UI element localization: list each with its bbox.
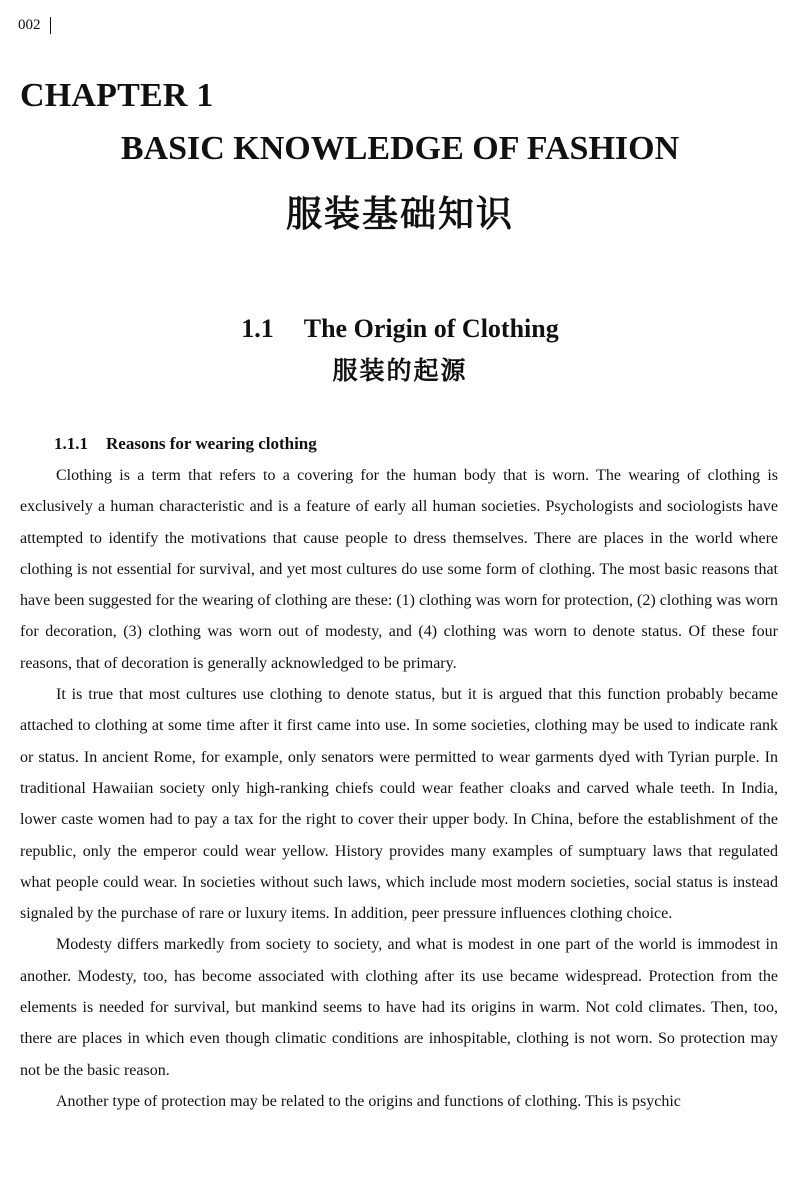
header-divider [50, 17, 51, 34]
paragraph: Modesty differs markedly from society to society, and what is modest in one part of the world is immodest in another. Modesty, too, has become associated with clothing after its use became widespread. Protection from the elements is needed for survival, but mankind seems to have had its origins in warm. Not cold climates. Then, too, there are places in which even though climatic conditions are inhospitable, clothing is not worn. So protection may not be the basic reason. [20, 936, 778, 1079]
chapter-title: BASIC KNOWLEDGE OF FASHION [120, 130, 680, 167]
section-title-cn: 服装的起源 [332, 356, 468, 385]
paragraph: Clothing is a term that refers to a covering for the human body that is worn. The wearing of clothing is exclusively a human characteristic and is a feature of early all human societies. Psychologists and sociologists have attempted to identify the motivations that cause people to dress themselves. There are places in the world where clothing is not essential for survival, and yet most cultures do use some form of clothing. The most basic reasons that have been suggested for the wearing of clothing are these: (1) clothing was worn for protection, (2) clothing was worn for decoration, (3) clothing was worn out of modesty, and (4) clothing was worn to denote status. Of these four reasons, that of decoration is generally acknowledged to be primary. [20, 467, 778, 672]
paragraph: It is true that most cultures use clothing to denote status, but it is argued that this function probably became attached to clothing at some time after it first came into use. In some societies, clothing may be used to indicate rank or status. In ancient Rome, for example, only senators were permitted to wear garments dyed with Tyrian purple. In traditional Hawaiian society only high-ranking chiefs could wear feather cloaks and carved whale teeth. In India, lower caste women had to pay a tax for the right to cover their upper body. In China, before the establishment of the republic, only the emperor could wear yellow. History provides many examples of sumptuary laws that regulated what people could wear. In societies without such laws, which include most modern societies, social status is instead signaled by the purchase of rare or luxury items. In addition, peer pressure influences clothing choice. [20, 686, 778, 923]
subsection-heading [54, 432, 317, 456]
page-header [18, 16, 51, 34]
subsection-title: Reasons for wearing clothing [106, 434, 317, 453]
chapter-number: CHAPTER 1 [20, 77, 214, 114]
chapter-title-cn: 服装基础知识 [285, 194, 514, 235]
section-heading [0, 312, 800, 346]
page-number: 002 [18, 17, 41, 33]
body-text [20, 460, 778, 1117]
paragraph: Another type of protection may be related to the origins and functions of clothing. This is psychic [56, 1092, 681, 1110]
section-title: The Origin of Clothing [303, 314, 559, 343]
subsection-number: 1.1.1 [54, 434, 88, 453]
section-number: 1.1 [241, 314, 274, 343]
